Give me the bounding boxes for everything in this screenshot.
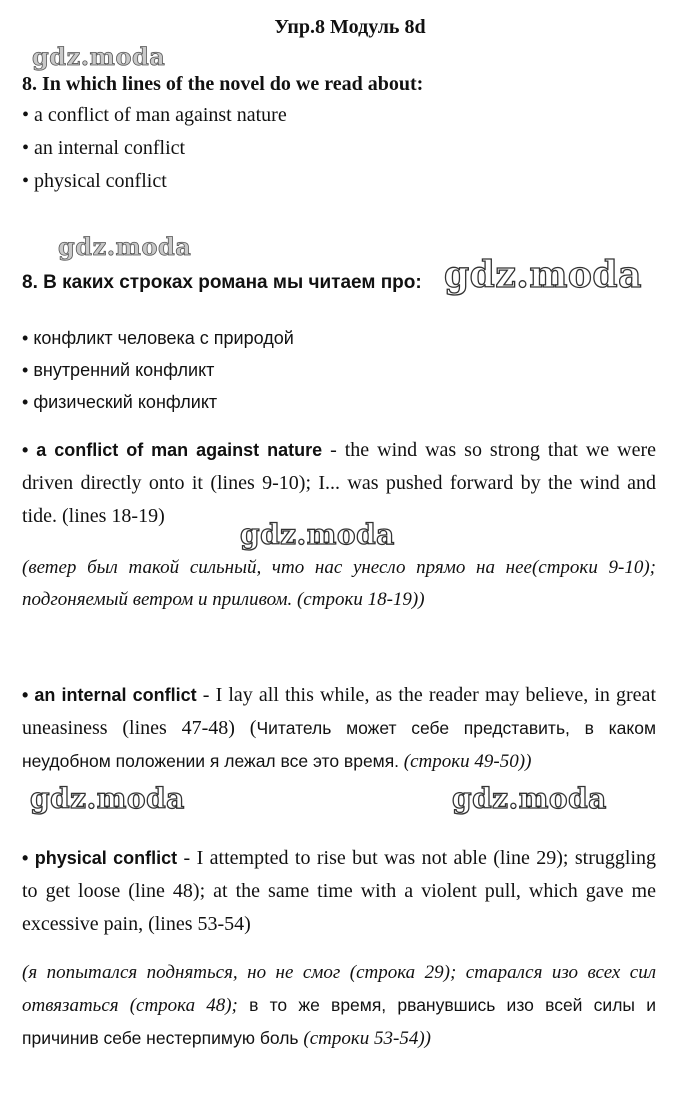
watermark: gdz.moda	[30, 782, 185, 815]
answer-translation: (я попытался подняться, но не смог (строка 29); старался изо всех сил отвязаться (строка 48);	[22, 962, 656, 1016]
watermark: gdz.moda	[58, 232, 192, 261]
question-list-en	[22, 99, 287, 198]
answer-term: • a conflict of man against nature	[22, 440, 323, 460]
answer-translation-ref: (строки 53-54))	[303, 1028, 432, 1049]
answer-nature	[22, 434, 656, 533]
list-item: • an internal conflict	[22, 132, 287, 165]
question-heading-en: 8. In which lines of the novel do we read about:	[22, 73, 424, 95]
question-list-ru	[22, 322, 294, 418]
question-heading-ru: 8. В каких строках романа мы читаем про:	[22, 272, 422, 293]
list-item: • физический конфликт	[22, 386, 294, 418]
answer-physical	[22, 842, 656, 941]
watermark: gdz.moda	[240, 518, 395, 551]
answer-translation-ref: (строки 49-50))	[399, 751, 532, 772]
answer-text: - I lay all this while, as the reader may believe, in great uneasiness (lines 47-48) (	[22, 684, 656, 739]
watermark: gdz.moda	[32, 42, 166, 71]
answer-internal	[22, 679, 656, 778]
answer-term: • physical conflict	[22, 848, 178, 868]
answer-term: • an internal conflict	[22, 685, 197, 705]
list-item: • конфликт человека с природой	[22, 322, 294, 354]
answer-physical-translation	[22, 956, 656, 1055]
answer-nature-translation: (ветер был такой сильный, что нас унесло прямо на нее(строки 9-10); подгоняемый ветром и приливом. (строки 18-19))	[22, 557, 656, 610]
watermark: gdz.moda	[452, 782, 607, 815]
list-item: • внутренний конфликт	[22, 354, 294, 386]
answer-text: - I attempted to rise but was not able (line 29); struggling to get loose (line 48); at the same time with a violent pull, which gave me excessive pain, (lines 53-54)	[22, 847, 657, 935]
list-item: • physical conflict	[22, 165, 287, 198]
watermark: gdz.moda	[444, 254, 642, 296]
list-item: • a conflict of man against nature	[22, 99, 287, 132]
answer-text: - the wind was so strong that we were driven directly onto it (lines 9-10); I... was pushed forward by the wind and tide. (lines 18-19)	[22, 439, 656, 527]
answer-translation-plain: в то же время, рванувшись изо всей силы и причинив себе нестерпимую боль	[22, 995, 656, 1048]
answer-translation: Читатель может себе представить, в каком неудобном положении я лежал все это время.	[22, 718, 657, 771]
page-title: Упр.8 Модуль 8d	[274, 16, 426, 38]
